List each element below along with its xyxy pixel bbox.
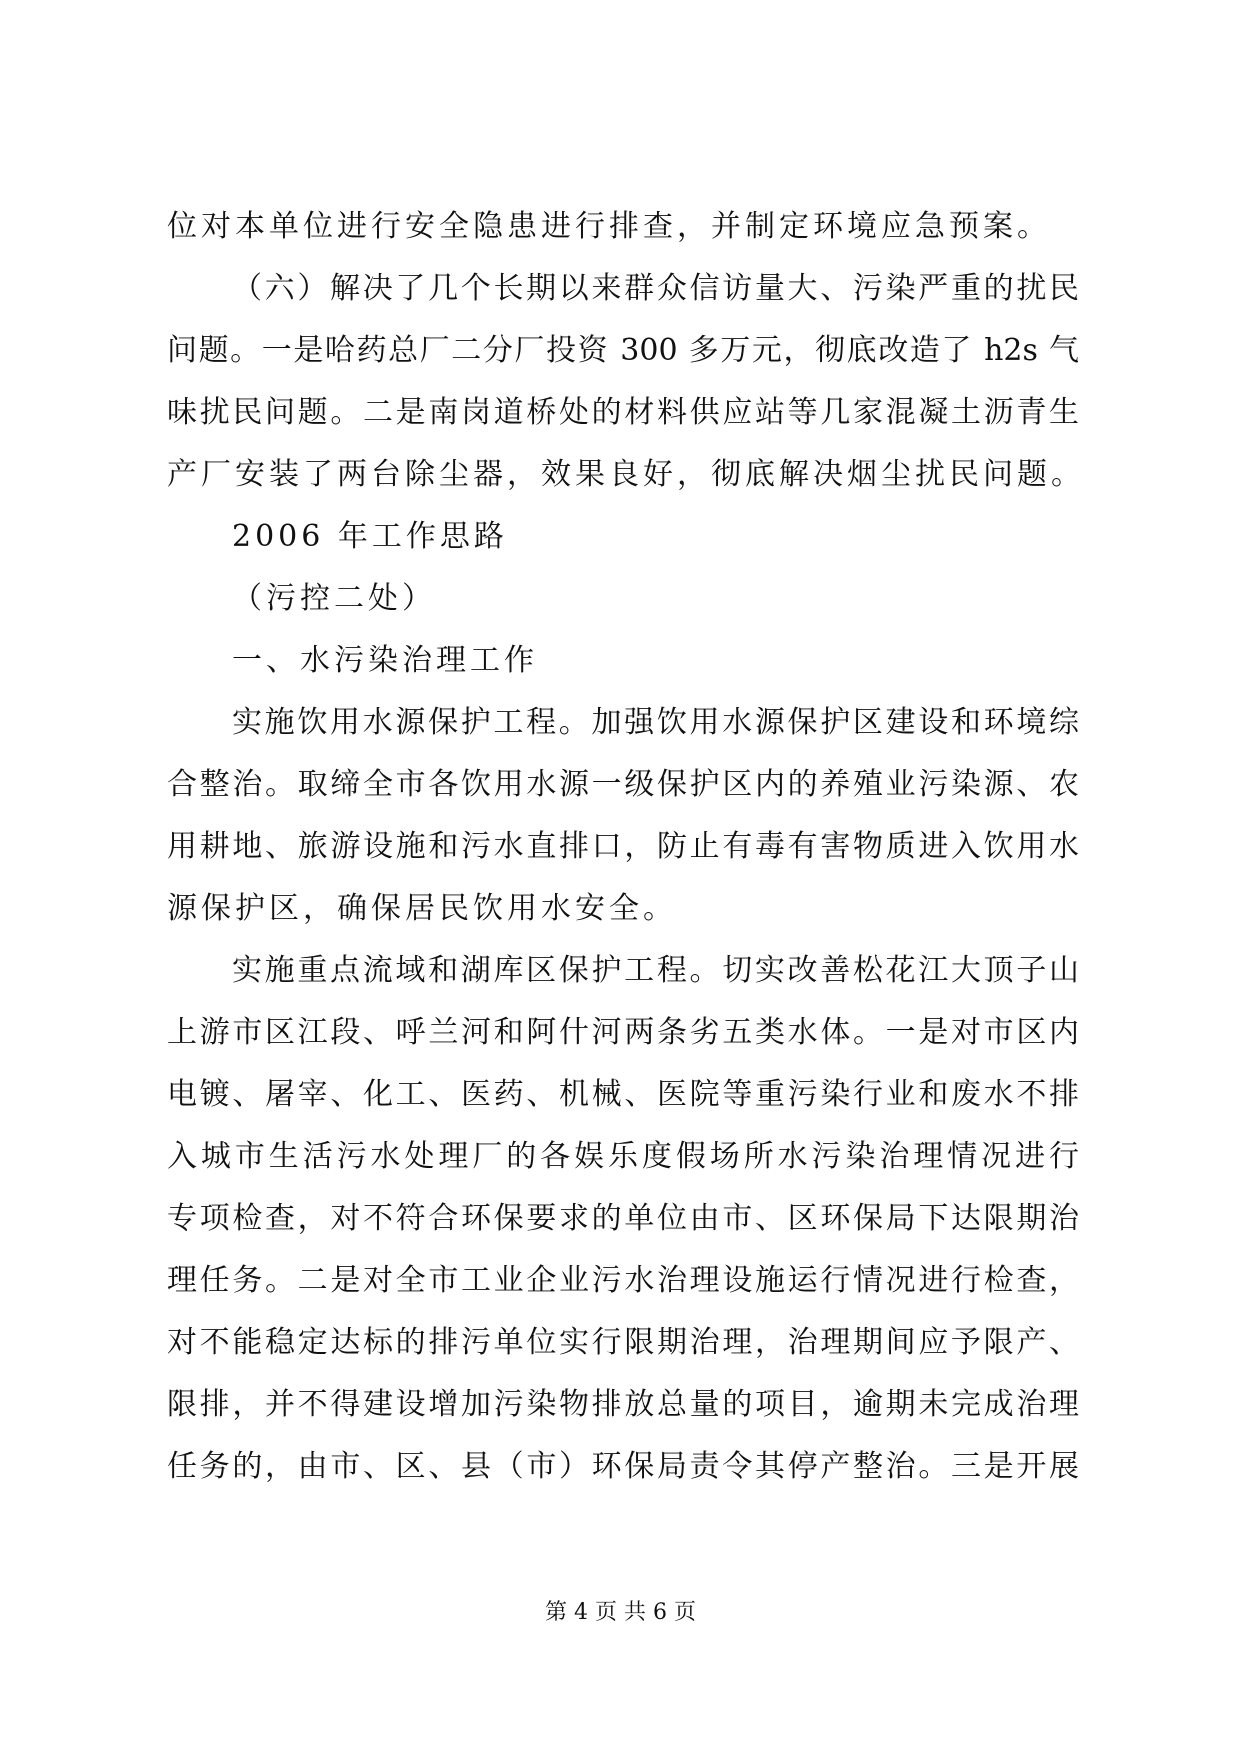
paragraph-line: 实施饮用水源保护工程。加强饮用水源保护区建设和环境综 — [232, 705, 1079, 740]
page-number-footer: 第 4 页 共 6 页 — [545, 1600, 696, 1625]
body-line: 上游市区江段、呼兰河和阿什河两条劣五类水体。一是对市区内 — [167, 1015, 1079, 1050]
section-heading: 一、水污染治理工作 — [232, 643, 538, 678]
body-line: 专项检查，对不符合环保要求的单位由市、区环保局下达限期治 — [167, 1201, 1079, 1236]
body-line: 位对本单位进行安全隐患进行排查，并制定环境应急预案。 — [167, 209, 1051, 244]
body-line: 合整治。取缔全市各饮用水源一级保护区内的养殖业污染源、农 — [167, 767, 1079, 802]
body-line: 对不能稳定达标的排污单位实行限期治理，治理期间应予限产、 — [167, 1325, 1079, 1360]
body-line: 产厂安装了两台除尘器，效果良好，彻底解决烟尘扰民问题。 — [167, 457, 1085, 492]
body-line: 理任务。二是对全市工业企业污水治理设施运行情况进行检查， — [167, 1263, 1079, 1298]
body-line: 任务的，由市、区、县（市）环保局责令其停产整治。三是开展 — [167, 1449, 1079, 1484]
paragraph-line: （六）解决了几个长期以来群众信访量大、污染严重的扰民 — [232, 271, 1079, 306]
body-line: 味扰民问题。二是南岗道桥处的材料供应站等几家混凝土沥青生 — [167, 395, 1079, 430]
paragraph-line: 实施重点流域和湖库区保护工程。切实改善松花江大顶子山 — [232, 953, 1079, 988]
body-line: 电镀、屠宰、化工、医药、机械、医院等重污染行业和废水不排 — [167, 1077, 1079, 1112]
section-title: 2006 年工作思路 — [232, 519, 508, 554]
body-line: 用耕地、旅游设施和污水直排口，防止有毒有害物质进入饮用水 — [167, 829, 1079, 864]
body-line: 限排，并不得建设增加污染物排放总量的项目，逾期未完成治理 — [167, 1387, 1079, 1422]
body-line: 源保护区，确保居民饮用水安全。 — [167, 891, 677, 926]
body-line: 入城市生活污水处理厂的各娱乐度假场所水污染治理情况进行 — [167, 1139, 1079, 1174]
section-subtitle: （污控二处） — [232, 581, 436, 616]
body-line: 问题。一是哈药总厂二分厂投资 300 多万元，彻底改造了 h2s 气 — [167, 333, 1079, 368]
